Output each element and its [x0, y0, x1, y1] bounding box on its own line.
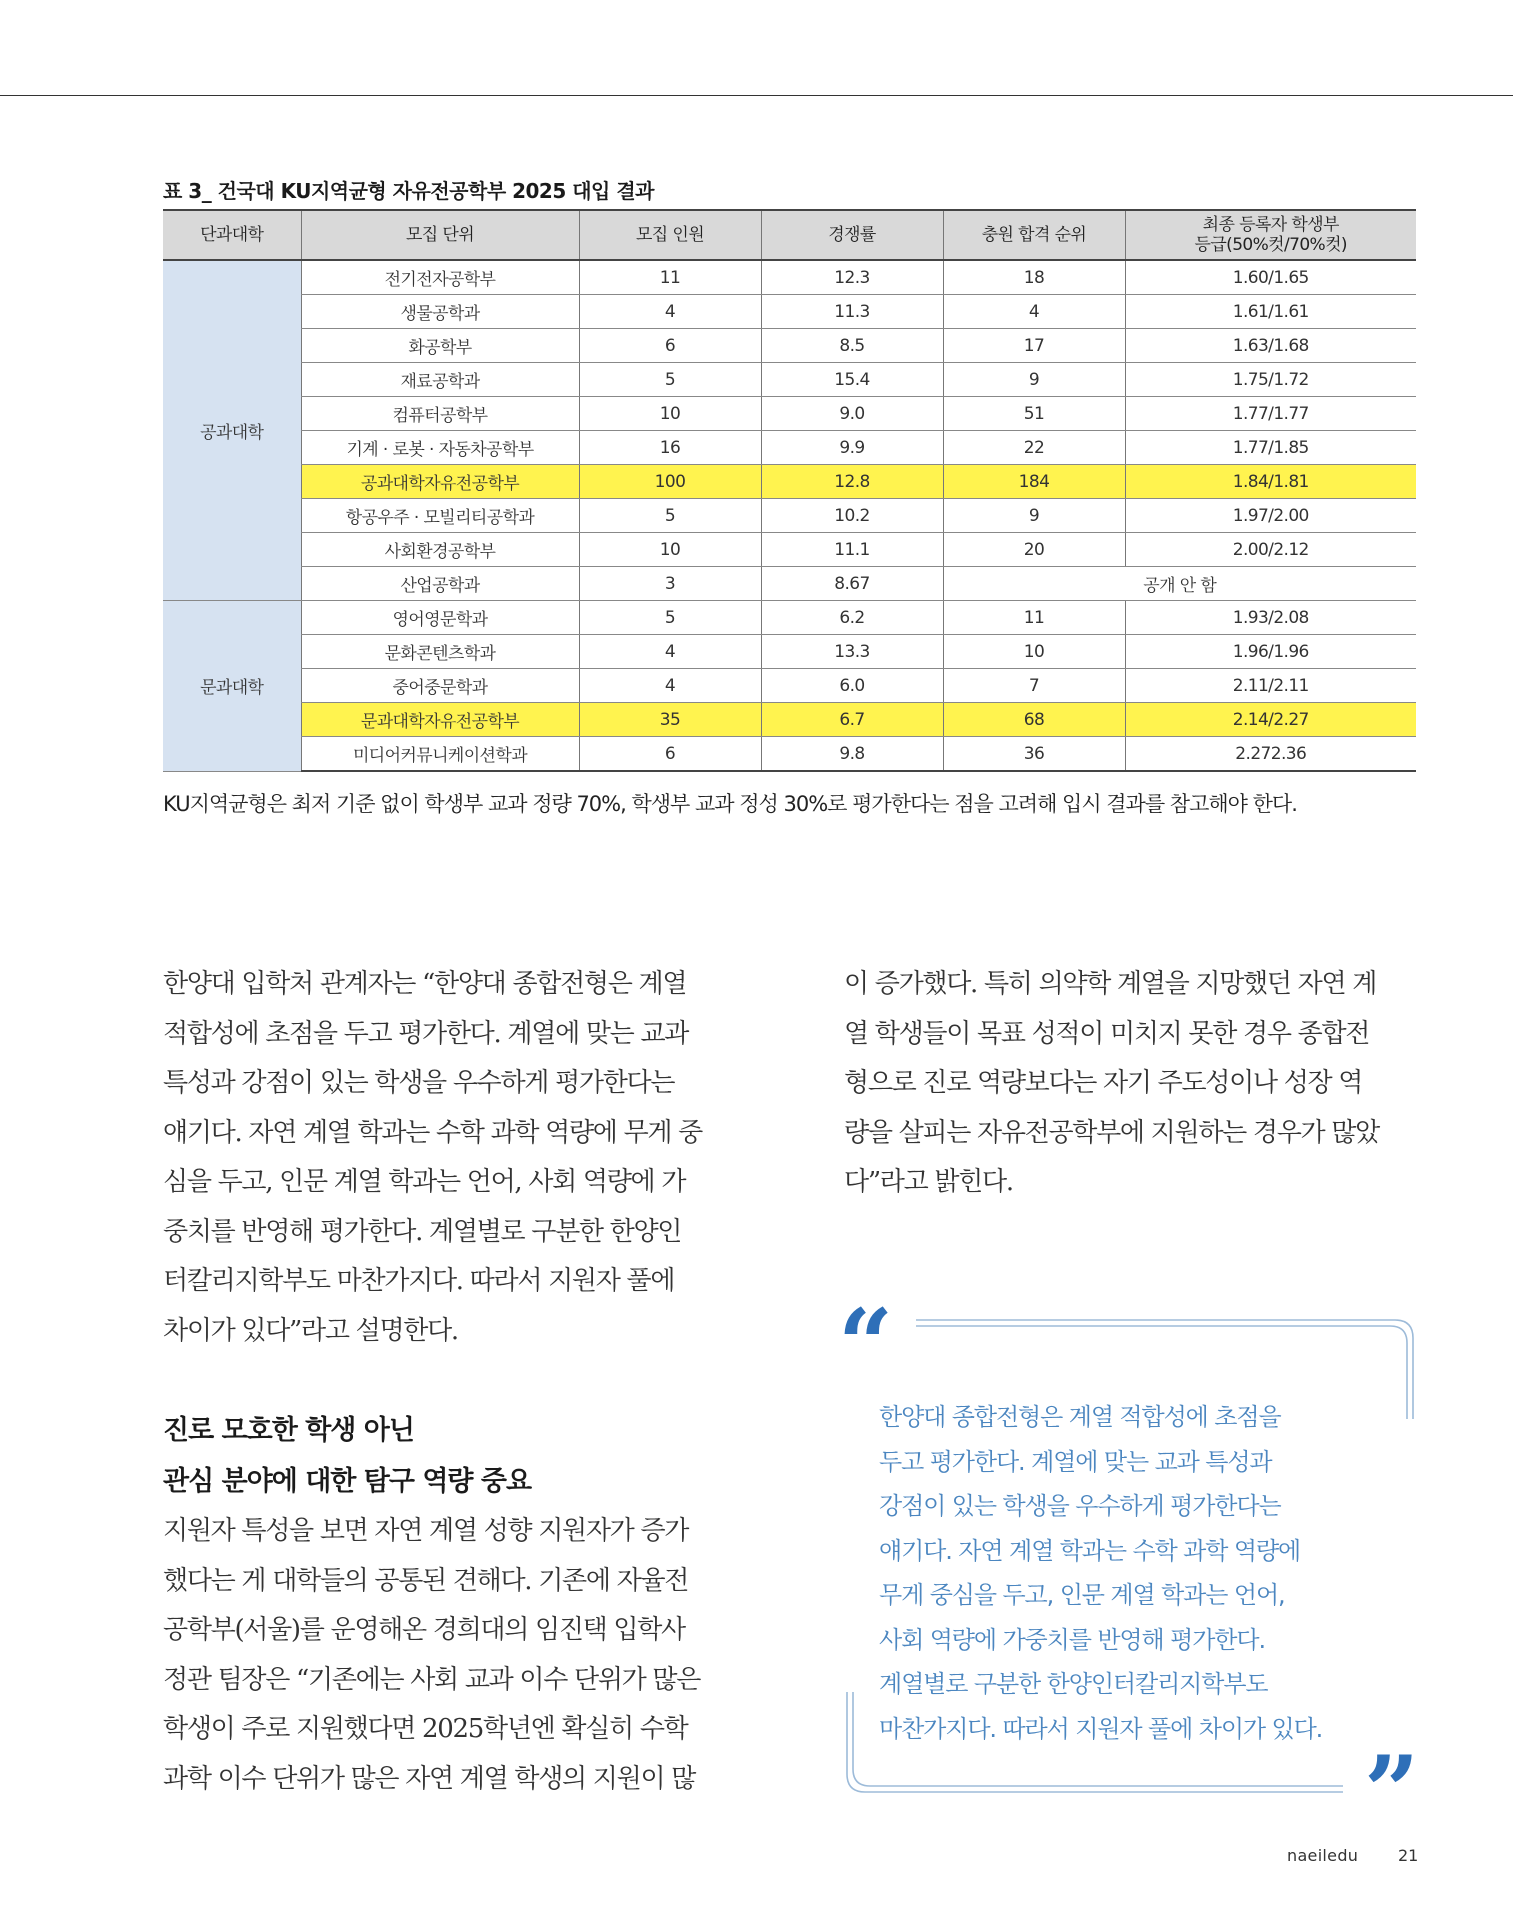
body-line: 했다는 게 대학들의 공통된 견해다. 기존에 자율전: [163, 1565, 689, 1596]
unit-cell: 재료공학과: [301, 363, 579, 397]
competition-cell: 11.1: [761, 533, 943, 567]
rank-cell: 51: [943, 397, 1125, 431]
grade-cell: 2.272.36: [1125, 737, 1416, 772]
quote-line: 무게 중심을 두고, 인문 계열 학과는 언어,: [879, 1581, 1285, 1609]
body-left-column-bottom: [163, 1507, 743, 1804]
unit-cell: 산업공학과: [301, 567, 579, 601]
body-line: 얘기다. 자연 계열 학과는 수학 과학 역량에 무게 중: [163, 1117, 703, 1148]
undisclosed-cell: 공개 안 함: [943, 567, 1416, 601]
unit-cell: 사회환경공학부: [301, 533, 579, 567]
quota-cell: 10: [579, 533, 761, 567]
top-rule: [0, 95, 1513, 96]
body-line: 학생이 주로 지원했다면 2025학년엔 확실히 수학: [163, 1714, 688, 1744]
unit-cell: 생물공학과: [301, 295, 579, 329]
competition-cell: 9.8: [761, 737, 943, 772]
college-cell-engineering: 공과대학: [163, 260, 301, 601]
rank-cell: 4: [943, 295, 1125, 329]
table-row: [163, 329, 1416, 363]
quota-cell: 5: [579, 601, 761, 635]
quota-cell: 4: [579, 669, 761, 703]
table-row-highlighted: [163, 465, 1416, 499]
body-right-column: [844, 960, 1424, 1208]
rank-cell: 9: [943, 499, 1125, 533]
competition-cell: 13.3: [761, 635, 943, 669]
competition-cell: 9.0: [761, 397, 943, 431]
rank-cell: 11: [943, 601, 1125, 635]
body-line: 심을 두고, 인문 계열 학과는 언어, 사회 역량에 가: [163, 1167, 686, 1197]
unit-cell: 문화콘텐츠학과: [301, 635, 579, 669]
grade-cell: 1.75/1.72: [1125, 363, 1416, 397]
rank-cell: 18: [943, 260, 1125, 295]
quota-cell: 11: [579, 260, 761, 295]
header-grade-line1: 최종 등록자 학생부: [1202, 215, 1339, 235]
table-row: [163, 737, 1416, 772]
competition-cell: 9.9: [761, 431, 943, 465]
quota-cell: 100: [579, 465, 761, 499]
quota-cell: 3: [579, 567, 761, 601]
body-line: 터칼리지학부도 마찬가지다. 따라서 지원자 풀에: [163, 1266, 675, 1296]
grade-cell: 2.11/2.11: [1125, 669, 1416, 703]
grade-cell: 1.63/1.68: [1125, 329, 1416, 363]
quota-cell: 10: [579, 397, 761, 431]
unit-cell: 기계 · 로봇 · 자동차공학부: [301, 431, 579, 465]
grade-cell: 2.00/2.12: [1125, 533, 1416, 567]
table-note: KU지역균형은 최저 기준 없이 학생부 교과 정량 70%, 학생부 교과 정성 30%로 평가한다는 점을 고려해 입시 결과를 참고해야 한다.: [163, 792, 1297, 816]
grade-cell: 2.14/2.27: [1125, 703, 1416, 737]
rank-cell: 20: [943, 533, 1125, 567]
competition-cell: 15.4: [761, 363, 943, 397]
body-line: 지원자 특성을 보면 자연 계열 성향 지원자가 증가: [163, 1516, 689, 1546]
table-row: [163, 363, 1416, 397]
table-row: [163, 567, 1416, 601]
table-row: [163, 295, 1416, 329]
table-row: [163, 431, 1416, 465]
quote-line: 두고 평가한다. 계열에 맞는 교과 특성과: [879, 1447, 1272, 1476]
college-cell-humanities: 문과대학: [163, 601, 301, 772]
grade-cell: 1.61/1.61: [1125, 295, 1416, 329]
quote-line: 한양대 종합전형은 계열 적합성에 초점을: [879, 1403, 1281, 1431]
header-grade-line2: 등급(50%컷/70%컷): [1194, 235, 1347, 255]
quota-cell: 4: [579, 635, 761, 669]
close-quote-mark: ”: [1364, 1735, 1420, 1848]
header-quota: 모집 인원: [579, 210, 761, 260]
footer-brand: naeiledu: [1287, 1846, 1359, 1865]
header-competition: 경쟁률: [761, 210, 943, 260]
body-line: 차이가 있다”라고 설명한다.: [163, 1315, 458, 1346]
grade-cell: 1.96/1.96: [1125, 635, 1416, 669]
table-row-highlighted: [163, 703, 1416, 737]
rank-cell: 17: [943, 329, 1125, 363]
header-grade: [1125, 210, 1416, 260]
quota-cell: 35: [579, 703, 761, 737]
body-line: 열 학생들이 목표 성적이 미치지 못한 경우 종합전: [844, 1018, 1370, 1049]
body-line: 과학 이수 단위가 많은 자연 계열 학생의 지원이 많: [163, 1763, 696, 1794]
pull-quote-text: [879, 1395, 1322, 1751]
table-row: [163, 669, 1416, 703]
section-subheading: [163, 1405, 531, 1507]
competition-cell: 10.2: [761, 499, 943, 533]
header-college: 단과대학: [163, 210, 301, 260]
body-line: 형으로 진로 역량보다는 자기 주도성이나 성장 역: [844, 1068, 1363, 1098]
rank-cell: 10: [943, 635, 1125, 669]
rank-cell: 68: [943, 703, 1125, 737]
table-row: [163, 533, 1416, 567]
quote-line: 강점이 있는 학생을 우수하게 평가한다는: [879, 1492, 1281, 1520]
unit-cell: 문과대학자유전공학부: [301, 703, 579, 737]
unit-cell: 화공학부: [301, 329, 579, 363]
quote-line: 계열별로 구분한 한양인터칼리지학부도: [879, 1670, 1268, 1698]
table-title: 표 3_ 건국대 KU지역균형 자유전공학부 2025 대입 결과: [163, 179, 654, 203]
subheading-line: 진로 모호한 학생 아닌: [163, 1415, 414, 1446]
body-line: 중치를 반영해 평가한다. 계열별로 구분한 한양인: [163, 1216, 682, 1247]
table-row: [163, 635, 1416, 669]
table-row: [163, 260, 1416, 295]
unit-cell: 컴퓨터공학부: [301, 397, 579, 431]
body-left-column-top: [163, 960, 743, 1356]
competition-cell: 12.3: [761, 260, 943, 295]
quota-cell: 5: [579, 499, 761, 533]
body-line: 적합성에 초점을 두고 평가한다. 계열에 맞는 교과: [163, 1018, 689, 1049]
rank-cell: 184: [943, 465, 1125, 499]
competition-cell: 11.3: [761, 295, 943, 329]
quota-cell: 4: [579, 295, 761, 329]
quota-cell: 16: [579, 431, 761, 465]
header-unit: 모집 단위: [301, 210, 579, 260]
rank-cell: 7: [943, 669, 1125, 703]
grade-cell: 1.97/2.00: [1125, 499, 1416, 533]
unit-cell: 공과대학자유전공학부: [301, 465, 579, 499]
grade-cell: 1.77/1.77: [1125, 397, 1416, 431]
competition-cell: 6.7: [761, 703, 943, 737]
table-row: [163, 601, 1416, 635]
table-header-row: [163, 210, 1416, 260]
grade-cell: 1.84/1.81: [1125, 465, 1416, 499]
grade-cell: 1.60/1.65: [1125, 260, 1416, 295]
rank-cell: 9: [943, 363, 1125, 397]
body-line: 정관 팀장은 “기존에는 사회 교과 이수 단위가 많은: [163, 1664, 701, 1695]
rank-cell: 22: [943, 431, 1125, 465]
unit-cell: 전기전자공학부: [301, 260, 579, 295]
unit-cell: 미디어커뮤니케이션학과: [301, 737, 579, 772]
body-line: 량을 살피는 자유전공학부에 지원하는 경우가 많았: [844, 1117, 1379, 1148]
quota-cell: 6: [579, 737, 761, 772]
competition-cell: 6.2: [761, 601, 943, 635]
subheading-line: 관심 분야에 대한 탐구 역량 중요: [163, 1466, 532, 1497]
quote-line: 마찬가지다. 따라서 지원자 풀에 차이가 있다.: [879, 1714, 1323, 1743]
competition-cell: 6.0: [761, 669, 943, 703]
body-line: 이 증가했다. 특히 의약학 계열을 지망했던 자연 계: [844, 969, 1377, 999]
unit-cell: 중어중문학과: [301, 669, 579, 703]
unit-cell: 영어영문학과: [301, 601, 579, 635]
body-line: 한양대 입학처 관계자는 “한양대 종합전형은 계열: [163, 969, 687, 999]
table-row: [163, 499, 1416, 533]
competition-cell: 8.5: [761, 329, 943, 363]
header-rank: 충원 합격 순위: [943, 210, 1125, 260]
pull-quote: [838, 1288, 1423, 1848]
quota-cell: 5: [579, 363, 761, 397]
competition-cell: 8.67: [761, 567, 943, 601]
grade-cell: 1.77/1.85: [1125, 431, 1416, 465]
quote-line: 사회 역량에 가중치를 반영해 평가한다.: [879, 1625, 1265, 1654]
body-line: 특성과 강점이 있는 학생을 우수하게 평가한다는: [163, 1068, 675, 1098]
results-table: [163, 209, 1416, 772]
grade-cell: 1.93/2.08: [1125, 601, 1416, 635]
unit-cell: 항공우주 · 모빌리티공학과: [301, 499, 579, 533]
page-number: 21: [1398, 1846, 1419, 1865]
competition-cell: 12.8: [761, 465, 943, 499]
rank-cell: 36: [943, 737, 1125, 772]
body-line: 공학부(서울)를 운영해온 경희대의 임진택 입학사: [163, 1615, 685, 1645]
open-quote-mark: “: [838, 1288, 894, 1401]
quote-line: 얘기다. 자연 계열 학과는 수학 과학 역량에: [879, 1536, 1301, 1565]
table-row: [163, 397, 1416, 431]
body-line: 다”라고 밝힌다.: [844, 1167, 1013, 1197]
quota-cell: 6: [579, 329, 761, 363]
